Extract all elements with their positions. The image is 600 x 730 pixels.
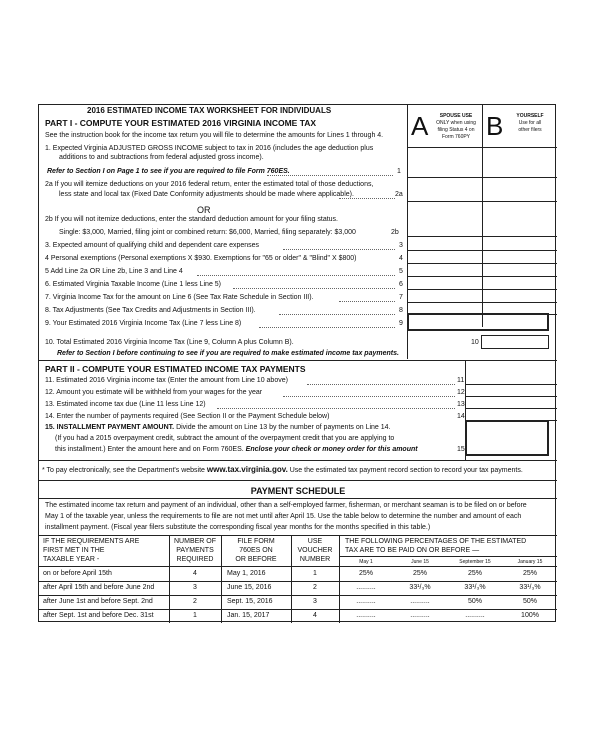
- line2a-text-a: 2a If you will itemize deductions on your 2016 federal return, enter the estimated total of those deductions,: [45, 181, 374, 188]
- row-pct-june15: 33¹/₃%: [409, 584, 431, 591]
- column-b-label-3: other filers: [518, 127, 542, 133]
- part1-heading: PART I - COMPUTE YOUR ESTIMATED 2016 VIRGINIA INCOME TAX: [45, 118, 317, 128]
- col-header-voucher-b: VOUCHER: [297, 547, 333, 554]
- line2b-text-a: 2b If you will not itemize deductions, enter the standard deduction amount for your filing status.: [45, 216, 338, 223]
- line9-number: 9: [399, 320, 403, 327]
- row-num-payments: 4: [193, 570, 197, 577]
- or-separator: OR: [197, 205, 211, 215]
- row-when: on or before April 15th: [43, 570, 112, 577]
- line12-text: 12. Amount you estimate will be withheld from your wages for the year: [45, 389, 263, 396]
- line7-text: 7. Virginia Income Tax for the amount on Line 6 (See Tax Rate Schedule in Section III).: [45, 294, 314, 301]
- col-header-when-b: FIRST MET IN THE: [43, 547, 105, 554]
- col-header-when-a: IF THE REQUIREMENTS ARE: [43, 538, 140, 545]
- col-header-voucher-c: NUMBER: [299, 556, 331, 563]
- line11-number: 11: [457, 377, 465, 384]
- worksheet-form: [38, 104, 556, 622]
- schedule-para-1: The estimated income tax return and payment of an individual, other than a self-employed farmer, fisherman, or merchant seaman is to be filed on or before: [45, 502, 527, 509]
- installment-payment-label: 15. INSTALLMENT PAYMENT AMOUNT.: [45, 424, 175, 431]
- line11-text: 11. Estimated 2016 Virginia income tax (Enter the amount from Line 10 above): [45, 377, 288, 384]
- line2b-number: 2b: [391, 229, 399, 236]
- line2a-number: 2a: [395, 191, 403, 198]
- line6-number: 6: [399, 281, 403, 288]
- col-header-file-a: FILE FORM: [237, 538, 275, 545]
- row-pct-may1: ..........: [356, 612, 376, 619]
- row-voucher: 4: [313, 612, 317, 619]
- line14-number: 14: [457, 413, 465, 420]
- column-a-label-2: ONLY when using: [436, 120, 476, 126]
- column-b-label-2: Use for all: [518, 120, 542, 126]
- row-voucher: 3: [313, 598, 317, 605]
- line13-number: 13: [457, 401, 465, 408]
- line2b-text-b: Single: $3,000, Married, filing joint or combined return: $6,000, Married, filing separately: $3,000: [59, 229, 356, 236]
- line13-text: 13. Estimated income tax due (Line 11 less Line 12): [45, 401, 206, 408]
- col-header-when-c: TAXABLE YEAR -: [43, 556, 100, 563]
- line15-text-c-main: this installment.) Enter the amount here and on Form 760ES.: [55, 446, 244, 453]
- col-header-num-c: REQUIRED: [176, 556, 214, 563]
- row-pct-jan15: 100%: [521, 612, 539, 619]
- epay-text-1: * To pay electronically, see the Department's website: [42, 467, 207, 474]
- col-header-june15: June 15: [411, 559, 429, 565]
- installment-payment-desc: Divide the amount on Line 13 by the number of payments on Line 14.: [174, 424, 391, 431]
- column-a-label-3: filing Status 4 on: [437, 127, 475, 133]
- row-num-payments: 2: [193, 598, 197, 605]
- row-when: after April 15th and before June 2nd: [43, 584, 155, 591]
- part1-intro: See the instruction book for the income tax return you will file to determine the amounts for Lines 1 through 4.: [45, 132, 384, 139]
- part2-heading: PART II - COMPUTE YOUR ESTIMATED INCOME TAX PAYMENTS: [45, 364, 306, 374]
- line15-text-b: (If you had a 2015 overpayment credit, subtract the amount of the overpayment credit that you are applying to: [55, 435, 395, 442]
- line3-number: 3: [399, 242, 403, 249]
- row-num-payments: 3: [193, 584, 197, 591]
- row-pct-sept15: ..........: [465, 612, 485, 619]
- schedule-para-3: installment payment. (Fiscal year filers substitute the corresponding fiscal year months for the months specified in this table.): [45, 524, 431, 531]
- col-header-file-b: 760ES ON: [239, 547, 273, 554]
- col-header-num-a: NUMBER OF: [174, 538, 216, 545]
- line3-text: 3. Expected amount of qualifying child and dependent care expenses: [45, 242, 260, 249]
- line10-number: 10: [471, 339, 479, 346]
- row-pct-may1: ..........: [356, 584, 376, 591]
- line7-number: 7: [399, 294, 403, 301]
- row-pct-june15: ..........: [410, 598, 430, 605]
- col-header-file-c: OR BEFORE: [235, 556, 277, 563]
- line8-text: 8. Tax Adjustments (See Tax Credits and Adjustments in Section III).: [45, 307, 256, 314]
- row-pct-may1: 25%: [358, 570, 373, 577]
- row-pct-jan15: 50%: [522, 598, 537, 605]
- schedule-para-2: May 1 of the taxable year, unless the requirements to file are not met until after April 15. Use the table below to determine the number and amount of each: [45, 513, 522, 520]
- row-pct-sept15: 25%: [467, 570, 482, 577]
- column-a-label-1: SPOUSE USE: [439, 113, 473, 119]
- row-voucher: 2: [313, 584, 317, 591]
- line15-number: 15: [457, 446, 465, 453]
- column-b-letter: B: [486, 111, 504, 141]
- line15-text-a: [45, 424, 391, 432]
- row-voucher: 1: [313, 570, 317, 577]
- column-b-label-1: YOURSELF: [516, 113, 544, 119]
- row-file-date: June 15, 2016: [227, 584, 272, 591]
- row-file-date: Jan. 15, 2017: [227, 612, 270, 619]
- col-header-num-b: PAYMENTS: [176, 547, 214, 554]
- worksheet-title: 2016 ESTIMATED INCOME TAX WORKSHEET FOR INDIVIDUALS: [87, 106, 332, 115]
- row-pct-june15: 25%: [412, 570, 427, 577]
- epay-note: [42, 466, 523, 475]
- column-a-label-4: Form 760PY: [441, 134, 471, 140]
- line5-number: 5: [399, 268, 403, 275]
- row-when: after Sept. 1st and before Dec. 31st: [43, 612, 154, 619]
- row-file-date: Sept. 15, 2016: [227, 598, 273, 605]
- enclose-check-note: Enclose your check or money order for this amount: [243, 446, 418, 453]
- col-header-sept15: September 15: [459, 559, 491, 565]
- line10-text: 10. Total Estimated 2016 Virginia Income Tax (Line 9, Column A plus Column B).: [45, 339, 294, 346]
- column-a-letter: A: [411, 111, 429, 141]
- line9-text: 9. Your Estimated 2016 Virginia Income Tax (Line 7 less Line 8): [45, 320, 242, 327]
- col-header-pct-b: TAX ARE TO BE PAID ON OR BEFORE —: [345, 547, 480, 554]
- row-pct-june15: ..........: [410, 612, 430, 619]
- epay-text-2: Use the estimated tax payment record section to record your tax payments.: [287, 467, 523, 474]
- row-pct-jan15: 25%: [522, 570, 537, 577]
- col-header-voucher-a: USE: [307, 538, 323, 545]
- row-pct-may1: ..........: [356, 598, 376, 605]
- line1-text-a: 1. Expected Virginia ADJUSTED GROSS INCOME subject to tax in 2016 (includes the age deduction plus: [45, 145, 374, 152]
- row-when: after June 1st and before Sept. 2nd: [43, 598, 153, 605]
- row-pct-jan15: 33¹/₃%: [519, 584, 541, 591]
- refer-section1: Refer to Section I on Page 1 to see if you are required to file Form 760ES.: [47, 168, 290, 175]
- line1-number: 1: [397, 168, 401, 175]
- line4-text: 4 Personal exemptions (Personal exemptions X $930. Exemptions for "65 or older" & "Blind" X $800): [45, 255, 357, 262]
- payment-schedule-heading: PAYMENT SCHEDULE: [250, 486, 346, 496]
- line4-number: 4: [399, 255, 403, 262]
- line6-text: 6. Estimated Virginia Taxable Income (Line 1 less Line 5): [45, 281, 222, 288]
- refer-section1-payments: Refer to Section I before continuing to see if you are required to make estimated income tax payments.: [57, 350, 399, 357]
- tax-website-link[interactable]: www.tax.virginia.gov.: [206, 465, 288, 474]
- col-header-jan15: January 15: [517, 559, 543, 565]
- col-header-may1: May 1: [359, 559, 373, 565]
- line14-text: 14. Enter the number of payments required (See Section II or the Payment Schedule below): [45, 413, 330, 420]
- line12-number: 12: [457, 389, 465, 396]
- line15-text-c: [55, 446, 418, 454]
- line5-text: 5 Add Line 2a OR Line 2b, Line 3 and Line 4: [45, 268, 183, 275]
- line1-text-b: additions to and subtractions from federal adjusted gross income).: [59, 154, 264, 161]
- row-pct-sept15: 33¹/₃%: [464, 584, 486, 591]
- row-pct-sept15: 50%: [467, 598, 482, 605]
- row-file-date: May 1, 2016: [227, 570, 266, 577]
- line8-number: 8: [399, 307, 403, 314]
- line2a-text-b: less state and local tax (Fixed Date Conformity adjustments should be made where applicable).: [59, 191, 354, 198]
- col-header-pct-a: THE FOLLOWING PERCENTAGES OF THE ESTIMATED: [345, 538, 527, 545]
- row-num-payments: 1: [193, 612, 197, 619]
